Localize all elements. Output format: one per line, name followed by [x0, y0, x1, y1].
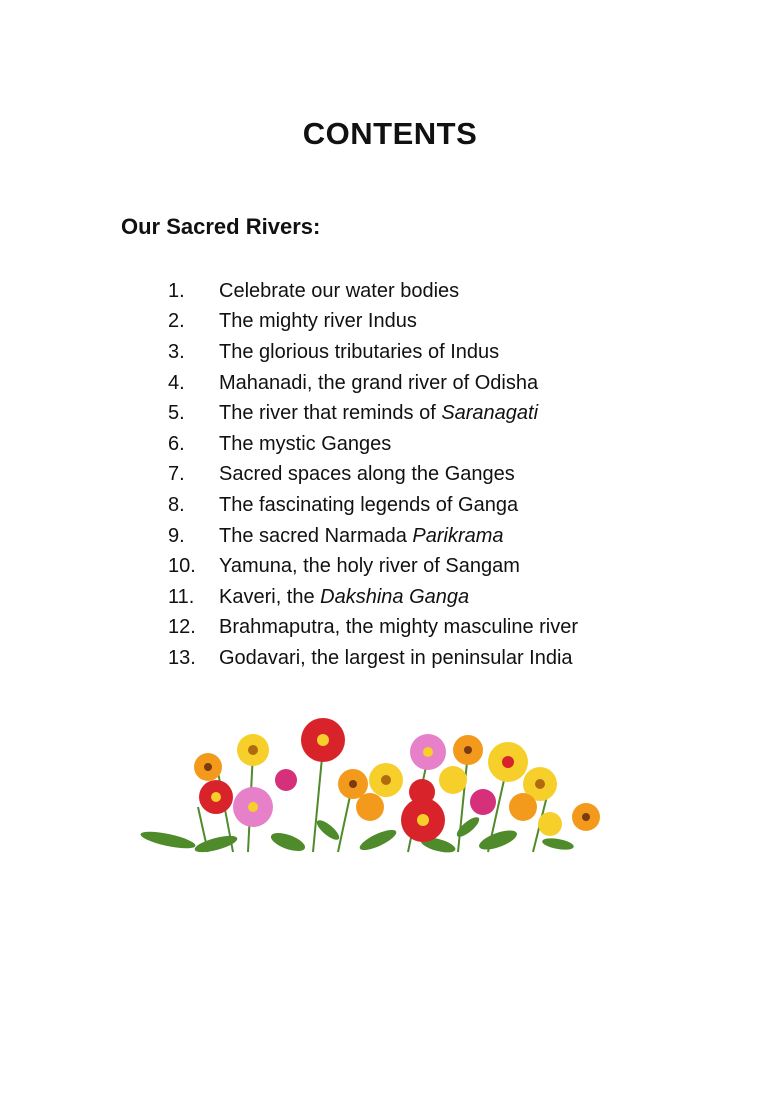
toc-item-number: 13. [168, 646, 196, 669]
toc-item-number: 4. [168, 371, 185, 394]
toc-item-title: The river that reminds of Saranagati [219, 402, 539, 425]
toc-item-number: 6. [168, 432, 185, 455]
toc-item-number: 3. [168, 340, 185, 363]
toc-item-number: 2. [168, 310, 185, 333]
toc-item-number: 8. [168, 493, 185, 516]
toc-item [168, 460, 578, 491]
page-title: CONTENTS [302, 116, 478, 151]
section-heading: Our Sacred Rivers: [121, 214, 321, 239]
toc-item-title: The fascinating legends of Ganga [219, 493, 519, 516]
toc-item-italic: Parikrama [412, 524, 504, 547]
toc-item-number: 10. [168, 555, 196, 578]
toc-item-title: Kaveri, the Dakshina Ganga [219, 585, 470, 608]
toc-item [168, 368, 578, 399]
toc-item-title: Brahmaputra, the mighty masculine river [219, 616, 579, 639]
toc-item-italic: Dakshina Ganga [320, 585, 470, 608]
toc-item-title: Mahanadi, the grand river of Odisha [219, 371, 539, 394]
toc-item [168, 643, 578, 674]
toc-item [168, 582, 578, 613]
toc-item [168, 490, 578, 521]
toc-item-number: 9. [168, 524, 185, 547]
toc-item-title: The glorious tributaries of Indus [219, 340, 500, 363]
flower-heads-icon [194, 718, 600, 842]
table-of-contents [168, 276, 578, 674]
flowers-illustration-icon [138, 712, 608, 857]
toc-item-number: 12. [168, 616, 196, 639]
toc-item-number: 7. [168, 463, 185, 486]
toc-item-title: Yamuna, the holy river of Sangam [219, 555, 520, 578]
toc-item [168, 276, 578, 307]
toc-item [168, 429, 578, 460]
toc-item-number: 11. [168, 585, 195, 608]
toc-item [168, 398, 578, 429]
toc-item-title: The mighty river Indus [219, 310, 417, 333]
toc-item [168, 521, 578, 552]
toc-item [168, 337, 578, 368]
toc-item-number: 5. [168, 402, 185, 425]
toc-item-title: Sacred spaces along the Ganges [219, 463, 515, 486]
toc-item [168, 307, 578, 338]
toc-item [168, 613, 578, 644]
toc-item-title: The sacred Narmada Parikrama [219, 524, 504, 547]
toc-item [168, 551, 578, 582]
toc-item-title: The mystic Ganges [219, 432, 392, 455]
toc-item-title: Celebrate our water bodies [219, 279, 460, 302]
toc-item-italic: Saranagati [441, 402, 539, 425]
toc-item-number: 1. [168, 279, 185, 302]
toc-item-title: Godavari, the largest in peninsular India [219, 646, 573, 669]
